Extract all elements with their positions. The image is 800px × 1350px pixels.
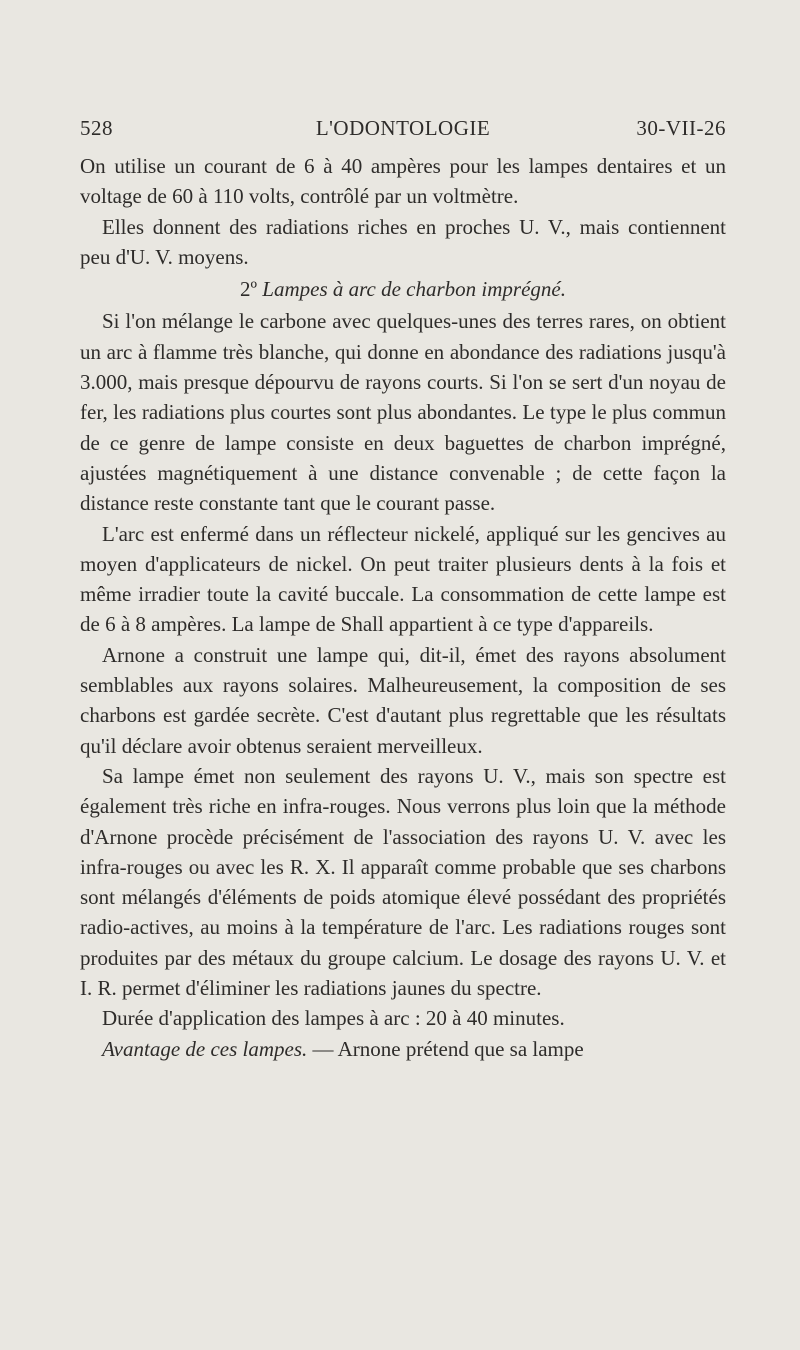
paragraph: Elles donnent des radiations riches en proches U. V., mais contiennent peu d'U. V. moyens. <box>80 214 726 269</box>
paragraph: Durée d'application des lampes à arc : 20 à 40 minutes. <box>102 1006 565 1031</box>
paragraph: On utilise un courant de 6 à 40 ampères pour les lampes dentaires et un voltage de 60 à 110 volts, contrôlé par un voltmètre. <box>80 154 726 209</box>
paragraph: Arnone a construit une lampe qui, dit-il, émet des rayons absolument semblables aux rayons solaires. Malheureusement, la composition de ses charbons est gardée secrète. C'est d'autant plus regrettable que les résultats qu'il déclare avoir obtenus seraient merveilleux. <box>80 642 726 758</box>
section-title: Lampes à arc de charbon imprégné. <box>262 277 566 302</box>
paragraph: Si l'on mélange le carbone avec quelques-unes des terres rares, on obtient un arc à flamme très blanche, qui donne en abondance des radiations jusqu'à 3.000, mais presque dépourvu de rayons courts. Si l'on se sert d'un noyau de fer, les radiations plus courtes sont plus abondantes. Le type le plus commun de ce genre de lampe consiste en deux baguettes de charbon imprégné, ajustées magnétiquement à une distance convenable ; de cette façon la distance reste constante tant que le courant passe. <box>80 309 726 516</box>
paragraph-lead: Avantage de ces lampes. <box>102 1036 308 1061</box>
paragraph: Sa lampe émet non seulement des rayons U. V., mais son spectre est également très riche en infra-rouges. Nous verrons plus loin que la méthode d'Arnone procède précisément de l'association des rayons U. V. avec les infra-rouges ou avec les R. X. Il apparaît comme probable que ses charbons sont mélangés d'éléments de poids atomique élevé possédant des propriétés radio-actives, au moins à la température de l'arc. Les radiations rouges sont produites par des métaux du groupe calcium. Le dosage des rayons U. V. et I. R. permet d'éliminer les radiations jaunes du spectre. <box>80 763 726 1001</box>
running-head <box>80 116 726 146</box>
body-text <box>80 151 726 1064</box>
paragraph: L'arc est enfermé dans un réflecteur nickelé, appliqué sur les gencives au moyen d'applicateurs de nickel. On peut traiter plusieurs dents à la fois et même irradier toute la cavité buccale. La consommation de cette lampe est de 6 à 8 ampères. La lampe de Shall appartient à ce type d'appareils. <box>80 521 726 637</box>
paragraph <box>80 1034 726 1064</box>
section-number: 2º <box>240 277 258 302</box>
paragraph-text: — Arnone prétend que sa lampe <box>307 1036 584 1061</box>
page-number: 528 <box>80 116 113 140</box>
journal-title: L'ODONTOLOGIE <box>315 116 491 140</box>
issue-date: 30-VII-26 <box>636 116 726 140</box>
section-heading <box>80 274 726 304</box>
